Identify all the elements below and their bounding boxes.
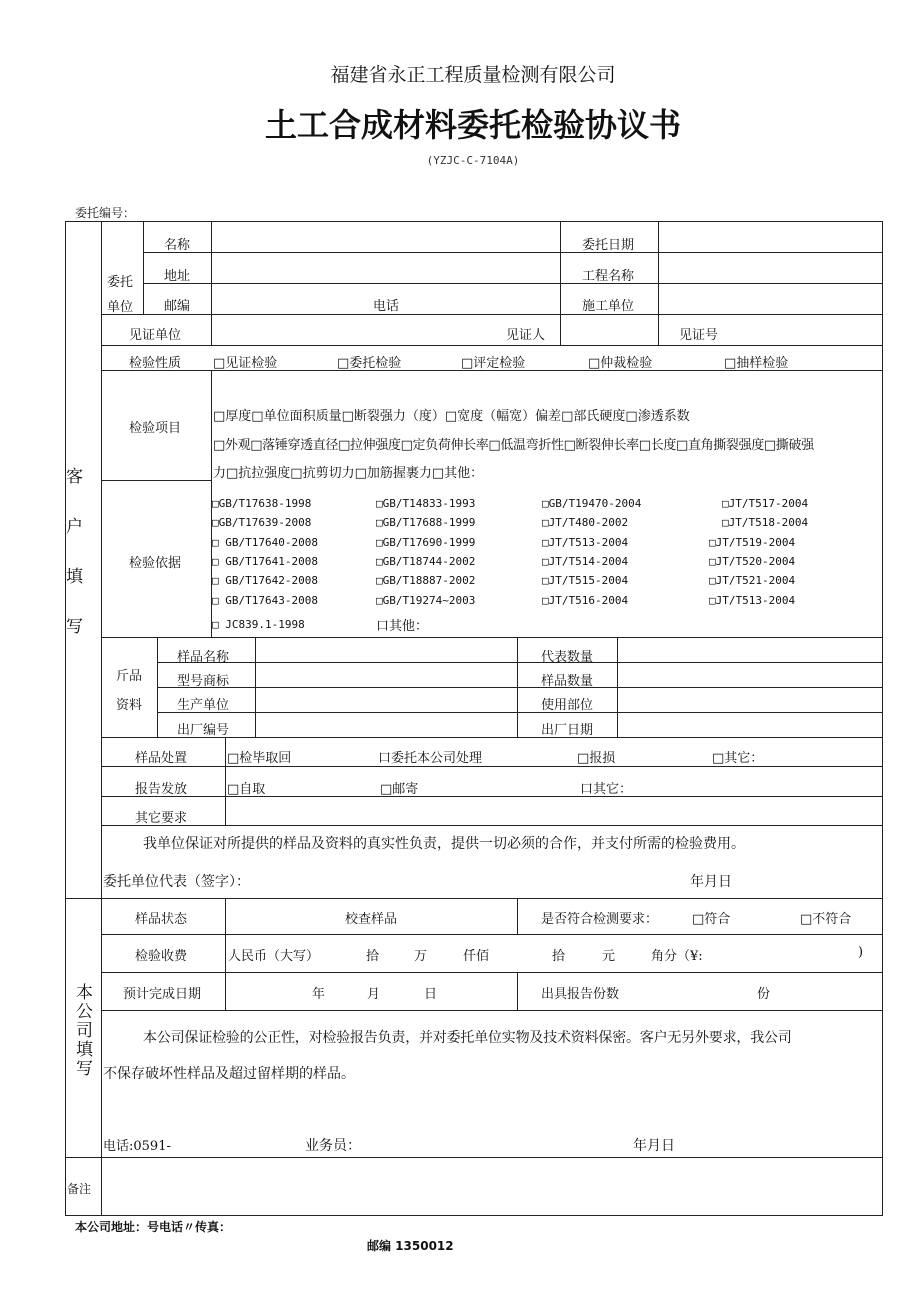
basis-option[interactable]: □JT/T520-2004 [709,555,796,568]
form-code: (YZJC-C-7104A) [426,154,520,167]
inspection-items-line-2[interactable]: □外观□落锤穿透直径□拉伸强度□定负荷伸长率□低温弯折性□断裂伸长率□长度□直角撕裂强度□撕破强 [213,438,814,453]
inspection-items-line-1[interactable]: □厚度□单位面积质量□断裂强力（度）□宽度（幅宽）偏差□部氏硬度□渗透系数 [213,409,690,424]
inspection-items-label: 检验项目 [129,421,182,436]
manufacturer-label: 生产单位 [177,698,230,713]
customer-date: 年月日 [690,874,732,890]
company-date: 年月日 [633,1138,675,1154]
customer-declaration: 我单位保证对所提供的样品及资料的真实性负责，提供一切必须的合作，并支付所需的检验费用。 [143,836,745,852]
remarks-field[interactable] [102,1158,882,1215]
basis-option[interactable]: □GB∕T17688-1999 [376,516,476,529]
basis-option[interactable]: □ GB/T17643-2008 [212,594,318,607]
project-name-label: 工程名称 [582,269,635,284]
basis-option[interactable]: □ JC839.1-1998 [212,618,305,631]
basis-option[interactable]: □JT/T515-2004 [542,574,629,587]
fee-rmb-label: 人民币（大写） [228,949,320,964]
page-title: 土工合成材料委托检验协议书 [264,106,681,144]
basis-option[interactable]: □JT/T519-2004 [709,536,796,549]
basis-option[interactable]: □GB/T18744-2002 [376,555,476,568]
fee-unit: 元 [602,949,616,964]
model-brand-input[interactable] [256,663,516,687]
completion-date-label: 预计完成日期 [123,987,202,1002]
nature-option-evaluate[interactable]: □评定检验 [461,356,526,371]
basis-option[interactable]: □GB∕T14833-1993 [376,497,476,510]
usage-part-label: 使用部位 [541,698,594,713]
inspection-fee-label: 检验收费 [135,949,188,964]
sample-name-input[interactable] [256,638,516,662]
factory-number-label: 出厂编号 [177,723,230,738]
not-conform-checkbox[interactable]: □不符合 [800,912,852,927]
project-name-input[interactable] [659,253,882,283]
disposal-option-scrap[interactable]: □报损 [577,751,616,766]
entrust-date-input[interactable] [659,222,882,252]
sample-name-label: 样品名称 [177,650,230,665]
salesman-label: 业务员： [305,1138,361,1154]
disposal-option-other[interactable]: □其它： [712,751,764,766]
completion-day: 日 [424,987,438,1002]
footer-postcode: 邮编 1350012 [367,1239,454,1253]
basis-option[interactable]: □GB∕T17638-1998 [212,497,312,510]
sample-disposal-label: 样品处置 [135,751,188,766]
completion-year: 年 [312,987,326,1002]
delivery-option-mail[interactable]: □邮寄 [380,782,419,797]
nature-option-entrust[interactable]: □委托检验 [337,356,402,371]
basis-option[interactable]: □JT∕T518-2004 [722,516,809,529]
fee-unit: 拾 [366,949,380,964]
basis-option[interactable]: □GB∕T17690-1999 [376,536,476,549]
other-requirements-input[interactable] [226,797,882,825]
nature-option-sampling[interactable]: □抽样检验 [724,356,789,371]
name-input[interactable] [212,222,559,252]
quantity-represented-label: 代表数量 [541,650,594,665]
name-label: 名称 [164,238,191,253]
fee-unit: 角分（¥: [651,949,703,964]
basis-option[interactable]: □ GB/T17642-2008 [212,574,318,587]
basis-option[interactable]: □GB∕T19274~2003 [376,594,476,607]
model-brand-label: 型号商标 [177,674,230,689]
basis-option[interactable]: □GB∕T19470-2004 [542,497,642,510]
witness-person-label: 见证人 [506,328,546,343]
sample-info-group-label: 斤品 资料 [116,669,143,713]
phone-label: 电话 [373,299,400,314]
basis-option[interactable]: □JT/T516-2004 [542,594,629,607]
remarks-label: 备注 [67,1182,92,1196]
nature-option-arbitration[interactable]: □仲裁检验 [588,356,653,371]
footer-address: 本公司地址：号电话〃传真： [75,1220,232,1234]
entrust-number-label: 委托编号： [75,206,136,220]
basis-option[interactable]: □GB∕T17639-2008 [212,516,312,529]
manufacturer-input[interactable] [256,688,516,712]
basis-option[interactable]: □JT∕T517-2004 [722,497,809,510]
basis-option[interactable]: □JT/T514-2004 [542,555,629,568]
basis-option[interactable]: □JT∕T480-2002 [542,516,629,529]
witness-unit-label: 见证单位 [129,328,182,343]
fee-unit: ) [858,945,864,960]
inspection-nature-label: 检验性质 [129,356,182,371]
company-declaration-line-1: 本公司保证检验的公正性，对检验报告负责，并对委托单位实物及技术资料保密。客户无另外要求，我公司 [143,1030,792,1046]
company-phone: 电话:0591- [103,1139,171,1154]
basis-option[interactable]: □ GB/T17641-2008 [212,555,318,568]
basis-option[interactable]: □GB/T18887-2002 [376,574,476,587]
sample-quantity-label: 样品数量 [541,674,594,689]
postcode-label: 邮编 [164,299,191,314]
company-declaration-line-2: 不保存破坏性样品及超过留样期的样品。 [103,1066,355,1082]
report-copies-unit: 份 [757,987,771,1002]
basis-option[interactable]: □JT∕T513-2004 [542,536,629,549]
meets-requirement-label: 是否符合检测要求： [541,912,659,927]
factory-number-input[interactable] [256,713,516,737]
construction-unit-label: 施工单位 [582,299,635,314]
basis-option[interactable]: □ GB/T17640-2008 [212,536,318,549]
inspection-basis-label: 检验依据 [129,556,182,571]
factory-date-label: 出厂日期 [541,723,594,738]
delivery-option-self[interactable]: □自取 [227,782,266,797]
witness-number-label: 见证号 [679,328,719,343]
other-requirements-label: 其它要求 [135,811,188,826]
report-delivery-label: 报告发放 [135,782,188,797]
entrust-unit-group-label: 委托 单位 [107,275,134,315]
sample-status-label: 样品状态 [135,912,188,927]
conform-checkbox[interactable]: □符合 [692,912,731,927]
check-sample-label: 校查样品 [345,912,398,927]
basis-option[interactable]: □JT/T521-2004 [709,574,796,587]
basis-other-option[interactable]: 口其他： [376,619,429,634]
address-label: 地址 [164,269,191,284]
inspection-items-line-3[interactable]: 力□抗拉强度□抗剪切力□加筋握裹力□其他： [213,466,484,481]
company-name: 福建省永正工程质量检测有限公司 [330,64,616,86]
entrust-date-label: 委托日期 [582,238,635,253]
report-copies-label: 出具报告份数 [541,987,620,1002]
fee-unit: 拾 [552,949,566,964]
disposal-option-retrieve[interactable]: □检毕取回 [227,751,292,766]
fee-unit: 仟佰 [463,949,490,964]
witness-unit-input[interactable] [212,315,492,345]
address-input[interactable] [212,253,559,283]
construction-unit-input[interactable] [659,284,882,314]
fee-unit: 万 [414,949,428,964]
completion-month: 月 [367,987,381,1002]
customer-signature-label: 委托单位代表（签字）： [103,874,250,890]
nature-option-witness[interactable]: □见证检验 [213,356,278,371]
delivery-option-other[interactable]: 口其它： [580,782,633,797]
disposal-option-company[interactable]: 口委托本公司处理 [378,751,483,766]
basis-option[interactable]: □JT/T513-2004 [709,594,796,607]
